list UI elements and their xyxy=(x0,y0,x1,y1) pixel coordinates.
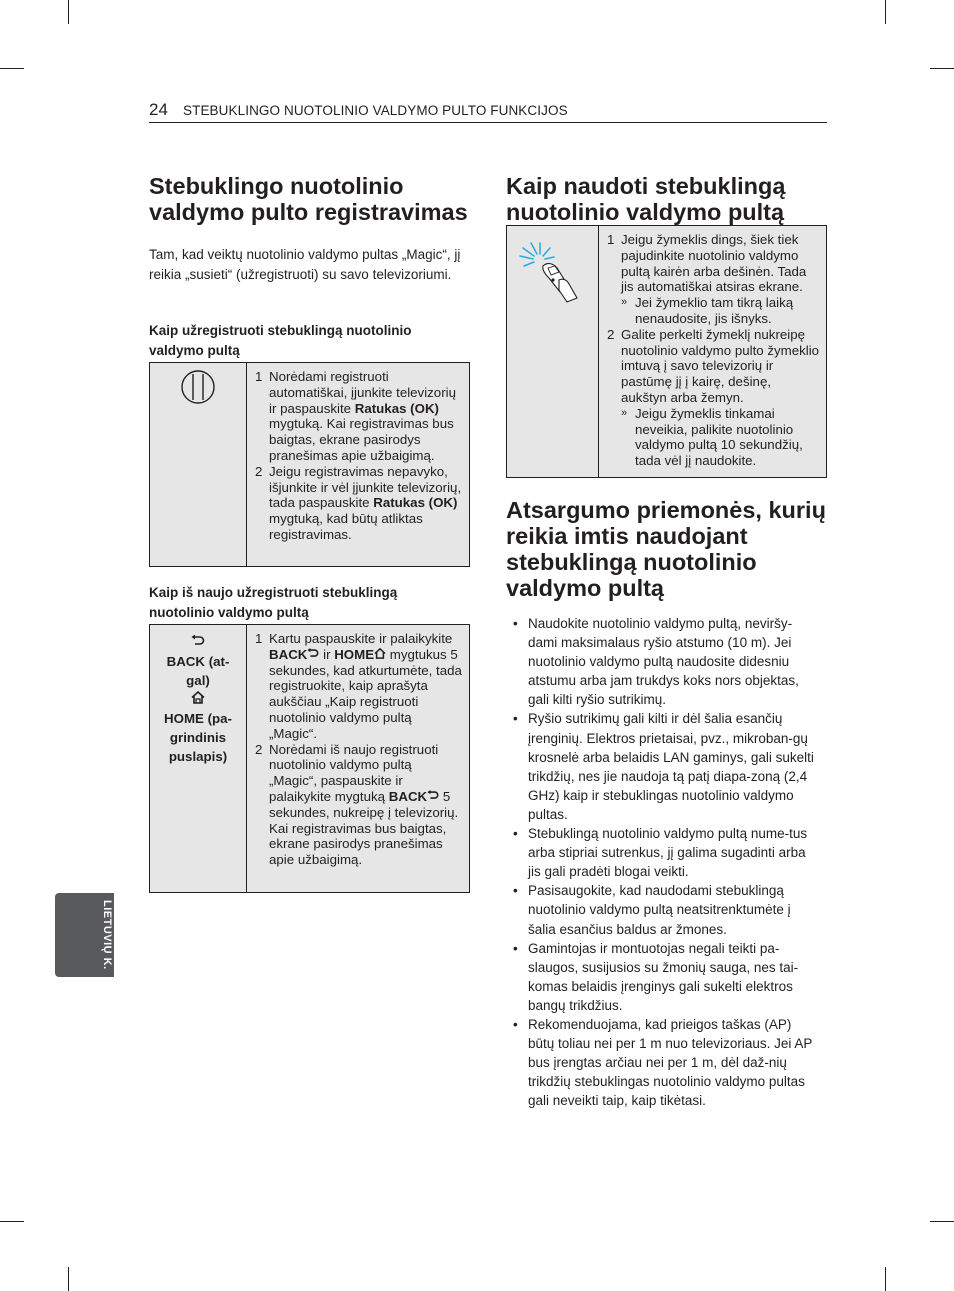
back-key-label: BACK (at- xyxy=(166,654,230,669)
list-item xyxy=(255,742,463,868)
registration-heading: Stebuklingo nuotolinio valdymo pulto registravimas xyxy=(149,173,468,225)
reregister-subheading: Kaip iš naujo užregistruoti stebuklingą nuotolinio valdymo pultą xyxy=(149,585,398,620)
section-title: STEBUKLINGO NUOTOLINIO VALDYMO PULTO FUNKCIJOS xyxy=(183,103,568,118)
home-key-label: HOME xyxy=(334,646,375,662)
precautions-list xyxy=(513,614,818,1110)
step-text: mygtuką. Kai registravimas bus baigtas, ekrane pasirodys pranešimas apie užbaigimą. xyxy=(269,416,454,463)
list-item xyxy=(255,464,463,543)
note-marker: » xyxy=(621,296,628,309)
crop-mark xyxy=(930,68,954,69)
page-number: 24 xyxy=(149,100,168,119)
list-item xyxy=(607,406,820,469)
intro-paragraph: Tam, kad veiktų nuotolinio valdymo pultas „Magic“, jį reikia „susieti“ (užregistruoti) su savo televizoriumi. xyxy=(149,247,461,282)
list-item: • Naudokite nuotolinio valdymo pultą, neviršy-dami maksimalaus ryšio atstumo (10 m). Jei nuotolinio valdymo pultą naudosite didesniu atstumu arba jam trukdys koks nors objektas, gali kilti ryšio sutrikimų. xyxy=(513,614,818,709)
list-item xyxy=(607,232,820,295)
list-item xyxy=(607,295,820,327)
crop-mark xyxy=(885,0,886,24)
back-key-label: BACK xyxy=(388,788,428,804)
ok-key-label: Ratukas (OK) xyxy=(354,400,439,416)
step-text: Norėdami registruoti automatiškai, įjunkite televizorių ir paspauskite xyxy=(269,369,456,416)
register-steps-table xyxy=(149,362,470,567)
step-text: Kartu paspauskite ir palaikykite xyxy=(269,631,453,646)
step-text: Norėdami iš naujo registruoti nuotolinio valdymo pultą „Magic“, paspauskite ir palaikykite mygtuką xyxy=(269,741,439,804)
crop-mark xyxy=(0,1221,24,1222)
reregister-steps xyxy=(247,625,469,868)
list-item: • Stebuklingą nuotolinio valdymo pultą nume-tus arba stipriai sutrenkus, jį galima sugadinti arba jis gali pradėti blogai veikti. xyxy=(513,824,818,881)
back-arrow-icon xyxy=(427,790,439,801)
usage-steps-table xyxy=(506,225,827,478)
step-number: 1 xyxy=(255,369,263,384)
precautions-heading: Atsargumo priemonės, kurių reikia imtis naudojant stebuklingą nuotolinio valdymo pultą xyxy=(506,497,826,601)
remote-pointer-shake-icon xyxy=(507,226,598,306)
list-item xyxy=(255,631,463,742)
back-key-label: gal) xyxy=(186,673,210,688)
step-number: 1 xyxy=(607,232,615,247)
language-side-tab xyxy=(55,893,114,977)
step-number: 1 xyxy=(255,631,263,646)
list-item xyxy=(607,327,820,406)
note-marker: » xyxy=(621,406,628,419)
step-text: 5 sekundes, nukreipę į televizorių. Kai registravimas bus baigtas, ekrane pasirodys pranešimas apie užbaigimą. xyxy=(269,788,459,868)
register-steps xyxy=(247,363,469,543)
page-header xyxy=(149,100,827,123)
table-icon-cell xyxy=(150,363,247,566)
reregister-steps-table xyxy=(149,624,470,893)
crop-mark xyxy=(68,1267,69,1291)
back-arrow-icon xyxy=(307,648,319,659)
list-item: • Gamintojas ir montuotojas negali teikti pa-slaugos, susijusios su žmonių sauga, nes tai-komas belaidis įrenginys gali sukelti elektros bangų trikdžius. xyxy=(513,939,818,1015)
home-key-label: puslapis) xyxy=(168,749,228,764)
home-key-label: HOME (pa- xyxy=(164,711,232,726)
note-text: Jei žymeklio tam tikrą laiką nenaudosite, jis išnyks. xyxy=(635,295,794,326)
step-text: Jeigu registravimas nepavyko, išjunkite ir vėl įjunkite televizorių, tada paspauskite xyxy=(269,463,462,511)
crop-mark xyxy=(930,1221,954,1222)
ok-key-label: Ratukas (OK) xyxy=(373,495,458,511)
home-icon xyxy=(374,648,386,659)
list-item: • Rekomenduojama, kad prieigos taškas (AP) būtų toliau nei per 1 m nuo televizoriaus. Jei AP bus įrengtas arčiau nei per 1 m, dėl daž-nių trikdžių stebuklingas nuotolinio valdymo pultas gali neveikti taip, kaip tikėtasi. xyxy=(513,1015,818,1110)
crop-mark xyxy=(68,0,69,24)
back-key-label: BACK xyxy=(269,646,308,662)
list-item xyxy=(255,369,463,464)
key-legend-cell xyxy=(150,625,247,892)
usage-heading: Kaip naudoti stebuklingą nuotolinio valdymo pultą xyxy=(506,173,786,225)
register-subheading: Kaip užregistruoti stebuklingą nuotolinio valdymo pultą xyxy=(149,323,412,358)
home-key-label: grindinis xyxy=(169,730,227,745)
step-text: mygtukus 5 sekundes, kad atkurtumėte, tada registruokite, kaip aprašyta aukščiau „Kaip registruoti nuotolinio valdymo pultą „Magic“. xyxy=(269,646,462,741)
step-number: 2 xyxy=(255,741,263,757)
step-number: 2 xyxy=(255,463,263,479)
back-arrow-icon xyxy=(150,633,246,652)
crop-mark xyxy=(885,1267,886,1291)
list-item: • Ryšio sutrikimų gali kilti ir dėl šalia esančių įrenginių. Elektros prietaisai, pvz., mikroban-gų krosnelė arba belaidis LAN gaminys, gali sukelti trikdžių, nes jie naudoja tą patį diapa-zoną (2,4 GHz) kaip ir stebuklingas nuotolinio valdymo pultas. xyxy=(513,709,818,824)
list-item: • Pasisaugokite, kad naudodami stebuklingą nuotolinio valdymo pultą neatsitrenktumėte į šalia esančius baldus ar žmones. xyxy=(513,881,818,938)
step-text: mygtuką, kad būtų atliktas registravimas. xyxy=(269,511,423,542)
note-text: Jeigu žymeklis tinkamai neveikia, palikite nuotolinio valdymo pultą 10 sekundžių, tada vėl jį naudokite. xyxy=(635,405,803,469)
usage-steps xyxy=(599,226,826,469)
step-text: ir xyxy=(319,646,335,662)
crop-mark xyxy=(0,68,24,69)
wheel-ok-button-icon xyxy=(150,363,246,413)
step-text: Jeigu žymeklis dings, šiek tiek pajudinkite nuotolinio valdymo pultą kairėn arba dešinėn. Tada jis automatiškai atsiras ekrane. xyxy=(621,232,807,295)
table-icon-cell xyxy=(507,226,599,477)
step-number: 2 xyxy=(607,326,615,342)
language-label: LIETUVIŲ K. xyxy=(101,900,113,970)
step-text: Galite perkelti žymeklį nukreipę nuotolinio valdymo pulto žymeklio imtuvą į savo televizorių ir pastūmę jį į kairę, dešinę, aukštyn arba žemyn. xyxy=(621,326,820,405)
home-icon xyxy=(150,690,246,709)
